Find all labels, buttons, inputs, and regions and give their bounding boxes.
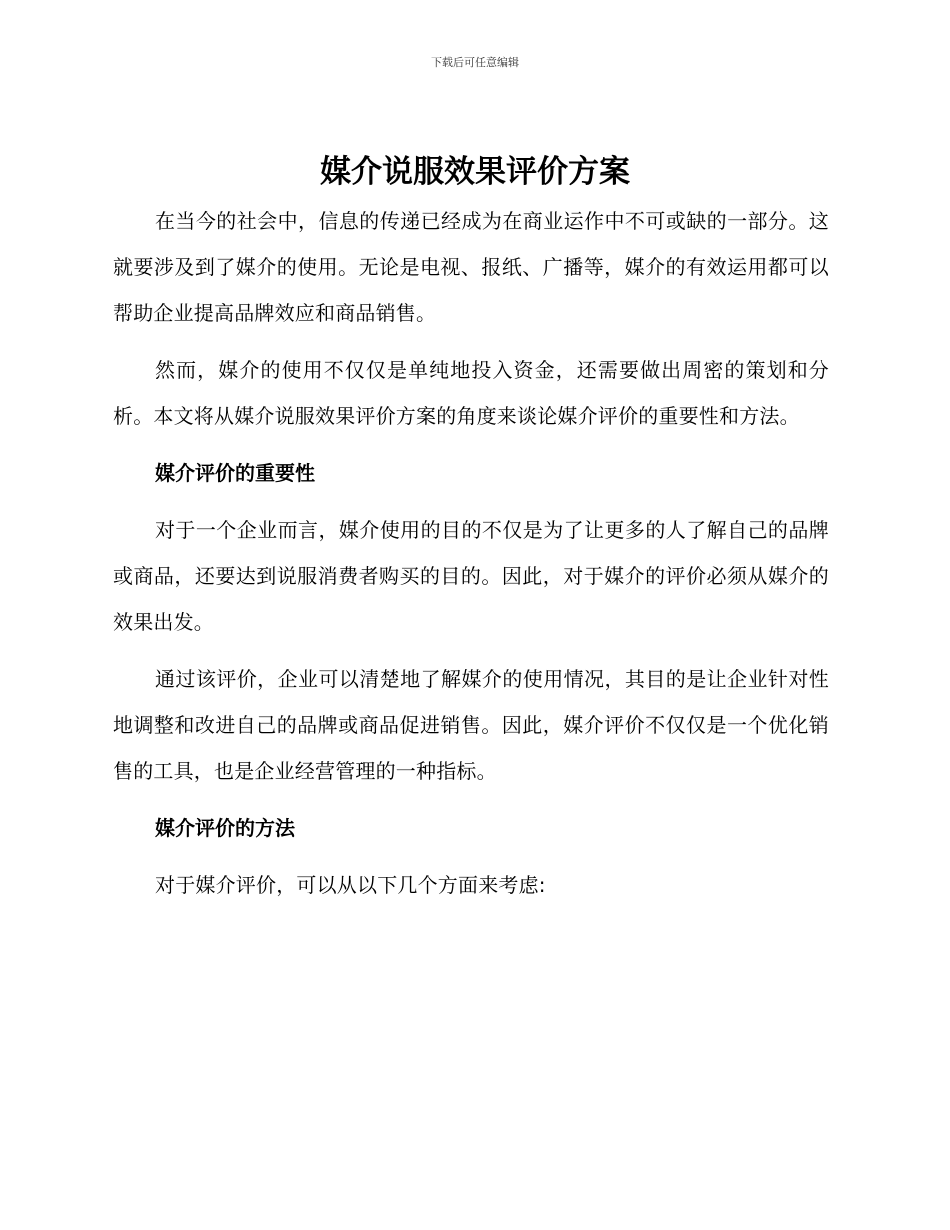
paragraph-intro: 在当今的社会中，信息的传递已经成为在商业运作中不可或缺的一部分。这就要涉及到了媒介的使用。无论是电视、报纸、广播等，媒介的有效运用都可以帮助企业提高品牌效应和商品销售。 [113, 209, 829, 325]
paragraph-planning: 然而，媒介的使用不仅仅是单纯地投入资金，还需要做出周密的策划和分析。本文将从媒介说服效果评价方案的角度来谈论媒介评价的重要性和方法。 [113, 358, 829, 428]
paragraph-evaluation-benefit: 通过该评价，企业可以清楚地了解媒介的使用情况，其目的是让企业针对性地调整和改进自己的品牌或商品促进销售。因此，媒介评价不仅仅是一个优化销售的工具，也是企业经营管理的一种指标。 [113, 667, 829, 783]
document-title: 媒介说服效果评价方案 [320, 154, 630, 190]
paragraph-methods-intro: 对于媒介评价，可以从以下几个方面来考虑: [155, 873, 546, 897]
section-heading-methods: 媒介评价的方法 [155, 816, 295, 840]
document-body [113, 198, 829, 919]
paragraph-purpose: 对于一个企业而言，媒介使用的目的不仅是为了让更多的人了解自己的品牌或商品，还要达到说服消费者购买的目的。因此，对于媒介的评价必须从媒介的效果出发。 [113, 518, 829, 634]
section-heading-importance: 媒介评价的重要性 [155, 461, 315, 485]
page-header-note: 下载后可任意编辑 [431, 56, 519, 69]
